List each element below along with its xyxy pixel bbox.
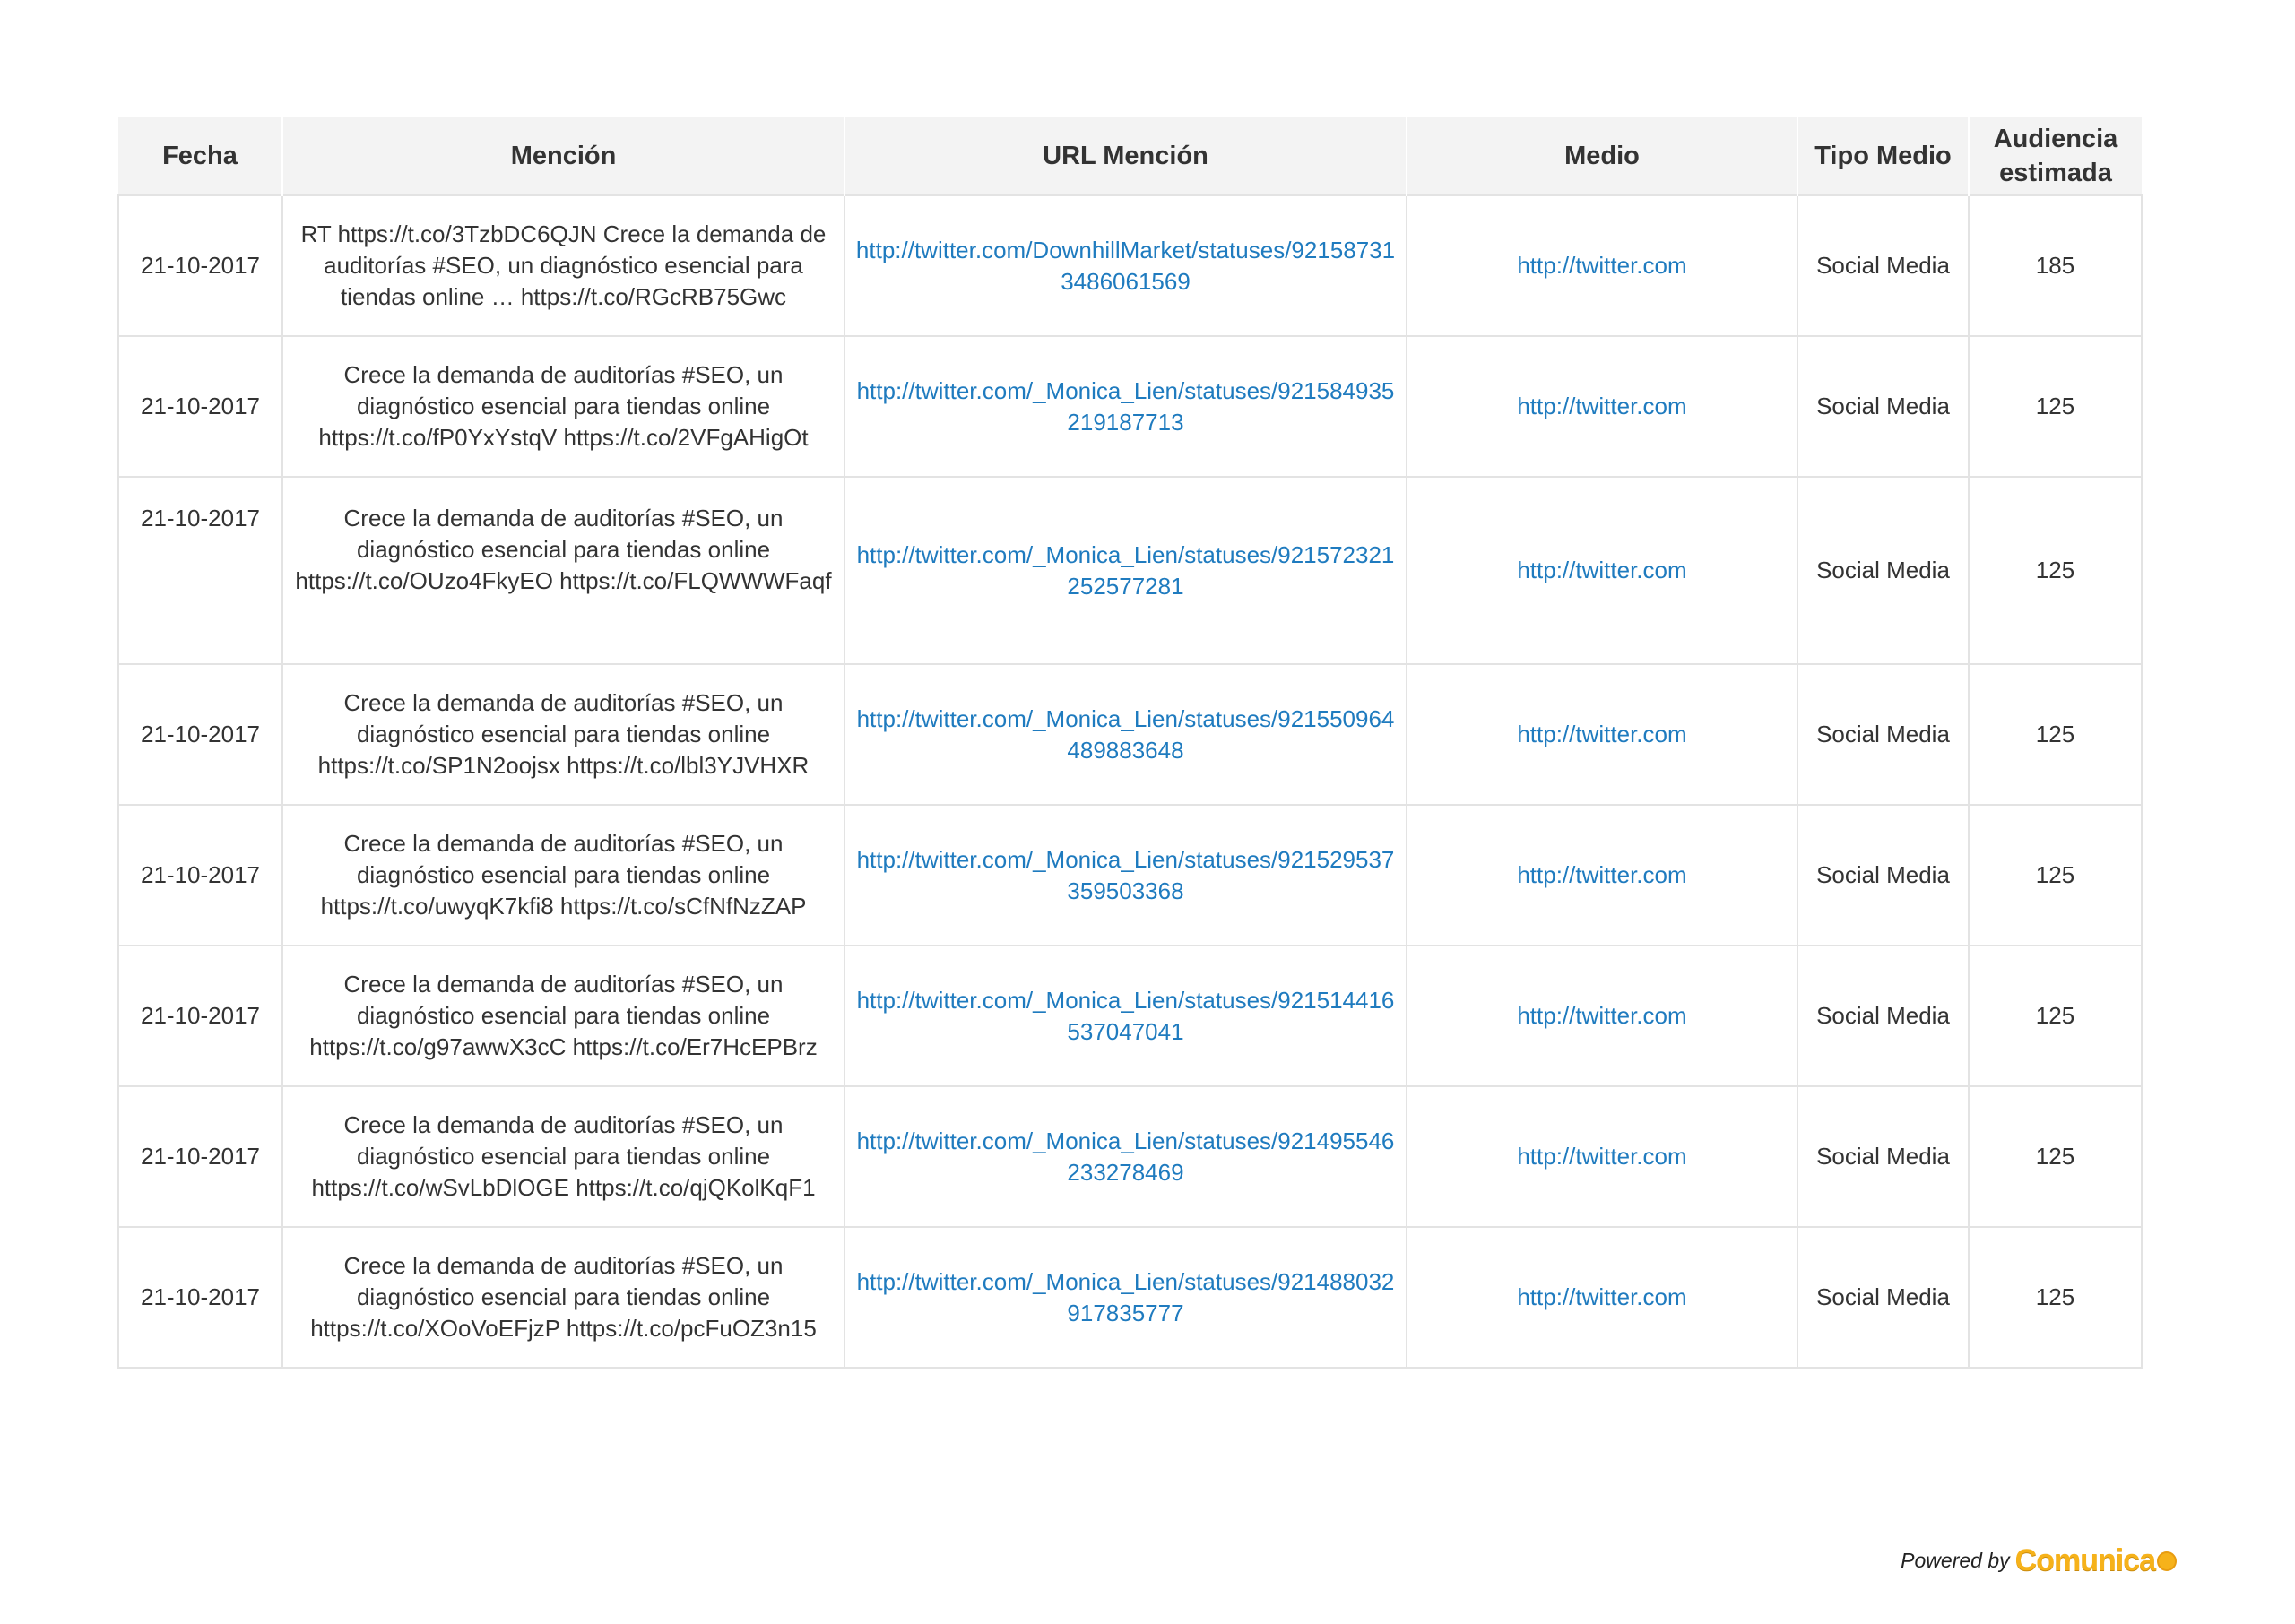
table-body <box>118 195 2142 1368</box>
table-header <box>118 117 2142 195</box>
header-mencion: Mención <box>282 117 844 195</box>
cell-fecha: 21-10-2017 <box>118 1227 282 1368</box>
comunica-logo <box>2015 1543 2177 1578</box>
table-row <box>118 664 2142 805</box>
medio-link[interactable]: http://twitter.com <box>1517 393 1687 419</box>
cell-medio <box>1407 477 1797 664</box>
cell-tipo-medio: Social Media <box>1797 1086 1969 1227</box>
cell-fecha: 21-10-2017 <box>118 664 282 805</box>
medio-link[interactable]: http://twitter.com <box>1517 1283 1687 1310</box>
cell-audiencia: 125 <box>1969 946 2142 1086</box>
medio-link[interactable]: http://twitter.com <box>1517 721 1687 747</box>
medio-link[interactable]: http://twitter.com <box>1517 1143 1687 1170</box>
table-row <box>118 477 2142 664</box>
header-audiencia-line2: estimada <box>1999 159 2112 187</box>
footer <box>1901 1543 2177 1578</box>
header-fecha: Fecha <box>118 117 282 195</box>
cell-fecha: 21-10-2017 <box>118 336 282 477</box>
cell-tipo-medio: Social Media <box>1797 664 1969 805</box>
header-url-mencion: URL Mención <box>844 117 1407 195</box>
mention-url-link[interactable]: http://twitter.com/_Monica_Lien/statuses/921550964489883648 <box>856 704 1395 764</box>
header-audiencia-line1: Audiencia <box>1993 125 2118 153</box>
cell-url-mencion <box>844 477 1407 664</box>
cell-url-mencion <box>844 805 1407 946</box>
cell-mencion: Crece la demanda de auditorías #SEO, un diagnóstico esencial para tiendas online https://t.co/wSvLbDlOGE https://t.co/qjQKolKqF1 <box>282 1086 844 1227</box>
table-row <box>118 805 2142 946</box>
cell-fecha: 21-10-2017 <box>118 1086 282 1227</box>
cell-tipo-medio: Social Media <box>1797 195 1969 336</box>
cell-audiencia: 125 <box>1969 1086 2142 1227</box>
cell-url-mencion <box>844 195 1407 336</box>
medio-link[interactable]: http://twitter.com <box>1517 557 1687 583</box>
cell-url-mencion <box>844 336 1407 477</box>
cell-fecha: 21-10-2017 <box>118 805 282 946</box>
header-tipo-medio: Tipo Medio <box>1797 117 1969 195</box>
cell-url-mencion <box>844 1227 1407 1368</box>
cell-url-mencion <box>844 664 1407 805</box>
cell-tipo-medio: Social Media <box>1797 805 1969 946</box>
cell-audiencia: 125 <box>1969 664 2142 805</box>
table-row <box>118 1086 2142 1227</box>
table-row <box>118 1227 2142 1368</box>
cell-mencion: Crece la demanda de auditorías #SEO, un diagnóstico esencial para tiendas online https://t.co/OUzo4FkyEO https://t.co/FLQWWWFaqf <box>282 477 844 664</box>
cell-url-mencion <box>844 1086 1407 1227</box>
cell-medio <box>1407 946 1797 1086</box>
cell-audiencia: 125 <box>1969 336 2142 477</box>
cell-fecha: 21-10-2017 <box>118 477 282 664</box>
cell-tipo-medio: Social Media <box>1797 477 1969 664</box>
header-medio: Medio <box>1407 117 1797 195</box>
cell-medio <box>1407 1086 1797 1227</box>
cell-mencion: Crece la demanda de auditorías #SEO, un diagnóstico esencial para tiendas online https://t.co/XOoVoEFjzP https://t.co/pcFuOZ3n15 <box>282 1227 844 1368</box>
mention-url-link[interactable]: http://twitter.com/_Monica_Lien/statuses/921572321252577281 <box>856 540 1395 600</box>
table-row <box>118 195 2142 336</box>
cell-medio <box>1407 664 1797 805</box>
mention-url-link[interactable]: http://twitter.com/_Monica_Lien/statuses/921514416537047041 <box>856 986 1395 1045</box>
mention-url-link[interactable]: http://twitter.com/_Monica_Lien/statuses/921529537359503368 <box>856 845 1395 904</box>
cell-audiencia: 125 <box>1969 1227 2142 1368</box>
medio-link[interactable]: http://twitter.com <box>1517 861 1687 888</box>
cell-tipo-medio: Social Media <box>1797 336 1969 477</box>
cell-mencion: RT https://t.co/3TzbDC6QJN Crece la demanda de auditorías #SEO, un diagnóstico esencial para tiendas online … https://t.co/RGcRB75Gwc <box>282 195 844 336</box>
cell-url-mencion <box>844 946 1407 1086</box>
cell-mencion: Crece la demanda de auditorías #SEO, un diagnóstico esencial para tiendas online https://t.co/SP1N2oojsx https://t.co/lbl3YJVHXR <box>282 664 844 805</box>
logo-dot-icon <box>2157 1551 2177 1571</box>
cell-tipo-medio: Social Media <box>1797 946 1969 1086</box>
mention-url-link[interactable]: http://twitter.com/_Monica_Lien/statuses/921488032917835777 <box>856 1267 1395 1326</box>
cell-mencion: Crece la demanda de auditorías #SEO, un diagnóstico esencial para tiendas online https://t.co/fP0YxYstqV https://t.co/2VFgAHigOt <box>282 336 844 477</box>
medio-link[interactable]: http://twitter.com <box>1517 1002 1687 1029</box>
mention-url-link[interactable]: http://twitter.com/DownhillMarket/statuses/921587313486061569 <box>855 236 1396 295</box>
cell-medio <box>1407 195 1797 336</box>
table-row <box>118 336 2142 477</box>
cell-fecha: 21-10-2017 <box>118 946 282 1086</box>
mentions-table <box>117 117 2143 1369</box>
mention-url-link[interactable]: http://twitter.com/_Monica_Lien/statuses/921495546233278469 <box>856 1127 1395 1186</box>
cell-audiencia: 125 <box>1969 805 2142 946</box>
cell-audiencia: 125 <box>1969 477 2142 664</box>
cell-fecha: 21-10-2017 <box>118 195 282 336</box>
cell-audiencia: 185 <box>1969 195 2142 336</box>
cell-medio <box>1407 805 1797 946</box>
table-row <box>118 946 2142 1086</box>
cell-medio <box>1407 336 1797 477</box>
cell-tipo-medio: Social Media <box>1797 1227 1969 1368</box>
cell-mencion: Crece la demanda de auditorías #SEO, un diagnóstico esencial para tiendas online https://t.co/uwyqK7kfi8 https://t.co/sCfNfNzZAP <box>282 805 844 946</box>
cell-mencion: Crece la demanda de auditorías #SEO, un diagnóstico esencial para tiendas online https://t.co/g97awwX3cC https://t.co/Er7HcEPBrz <box>282 946 844 1086</box>
comunica-logo-text: Comunica <box>2014 1543 2155 1577</box>
powered-by-label: Powered by <box>1901 1549 2010 1572</box>
mention-url-link[interactable]: http://twitter.com/_Monica_Lien/statuses/921584935219187713 <box>856 376 1395 436</box>
medio-link[interactable]: http://twitter.com <box>1517 252 1687 279</box>
header-audiencia-estimada <box>1969 117 2142 195</box>
cell-medio <box>1407 1227 1797 1368</box>
